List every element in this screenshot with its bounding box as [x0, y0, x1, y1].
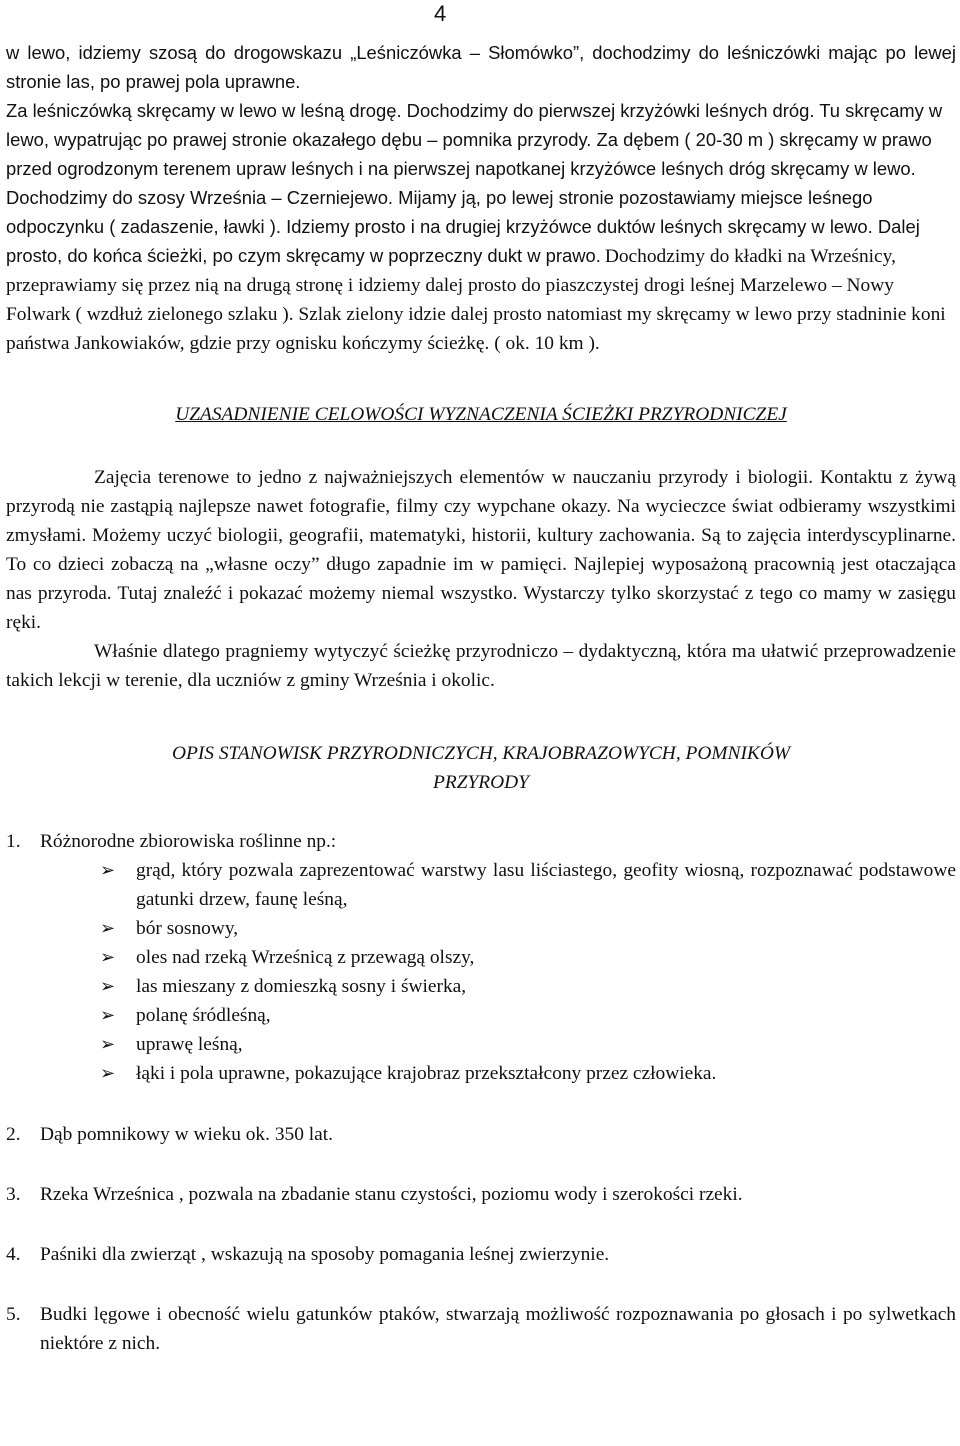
bullet-item — [6, 856, 956, 914]
list-item-text: Rzeka Wrześnica , pozwala na zbadanie stanu czystości, poziomu wody i szerokości rzeki. — [40, 1184, 743, 1205]
arrow-bullet-icon: ➢ — [100, 1005, 116, 1026]
list-item-text: Dąb pomnikowy w wieku ok. 350 lat. — [40, 1124, 333, 1145]
bullet-text: oles nad rzeką Wrześnicą z przewagą olszy, — [136, 947, 475, 968]
route-paragraph-1: w lewo, idziemy szosą do drogowskazu „Leśniczówka – Słomówko”, dochodzimy do leśniczówki mając po lewej stronie las, po prawej pola uprawne. — [6, 42, 956, 92]
arrow-bullet-icon: ➢ — [100, 976, 116, 997]
bullet-text: bór sosnowy, — [136, 918, 239, 939]
page-content — [6, 38, 956, 1358]
arrow-bullet-icon: ➢ — [100, 1034, 116, 1055]
list-item-4 — [6, 1240, 956, 1269]
list-item-text: Różnorodne zbiorowiska roślinne np.: — [40, 831, 337, 852]
bullet-item — [6, 943, 956, 972]
bullet-text: uprawę leśną, — [136, 1034, 243, 1055]
bullet-item — [6, 1001, 956, 1030]
route-paragraph-3: Dochodzimy do kładki na Wrześnicy, przeprawiamy się przez nią na drugą stronę i idziemy dalej prosto do piaszczystej drogi leśnej Marzelewo – Nowy Folwark ( wzdłuż zielonego szlaku ). Szlak zielony idzie dalej prosto natomiast my skręcamy w lewo przy stadninie koni państwa Jankowiaków, gdzie przy ognisku kończymy ścieżkę. ( ok. 10 km ). — [6, 246, 946, 354]
list-item-2 — [6, 1120, 956, 1149]
section-heading-justification: UZASADNIENIE CELOWOŚCI WYZNACZENIA ŚCIEŻKI PRZYRODNICZEJ — [175, 404, 787, 425]
bullet-text: polanę śródleśną, — [136, 1005, 271, 1026]
list-item-3 — [6, 1180, 956, 1209]
arrow-bullet-icon: ➢ — [100, 947, 116, 968]
bullet-item — [6, 1059, 956, 1088]
list-item-number: 2. — [6, 1124, 21, 1145]
bullet-text: las mieszany z domieszką sosny i świerka, — [136, 976, 467, 997]
list-item-1 — [6, 827, 956, 856]
list-item-number: 3. — [6, 1184, 21, 1205]
bullet-text: łąki i pola uprawne, pokazujące krajobraz przekształcony przez człowieka. — [136, 1063, 717, 1084]
plant-communities-list — [6, 856, 956, 1088]
page-number: 4 — [434, 1, 447, 26]
bullet-item — [6, 914, 956, 943]
list-item-5 — [6, 1300, 956, 1358]
list-item-text: Budki lęgowe i obecność wielu gatunków ptaków, stwarzają możliwość rozpoznawania po głosach i po sylwetkach niektóre z nich. — [40, 1304, 956, 1354]
arrow-bullet-icon: ➢ — [100, 1063, 116, 1084]
justification-paragraph-1: Zajęcia terenowe to jedno z najważniejszych elementów w nauczaniu przyrody i biologii. Kontaktu z żywą przyrodą nie zastąpią najlepsze nawet fotografie, filmy czy wypchane okazy. Na wycieczce świat odbieramy wszystkimi zmysłami. Możemy uczyć biologii, geografii, matematyki, historii, kultury zachowania. Są to zajęcia interdyscyplinarne. To co dzieci zobaczą na „własne oczy” długo zapadnie im w pamięci. Najlepiej wyposażoną pracownią jest otaczająca nas przyroda. Tutaj znaleźć i pokazać możemy niemal wszystko. Wystarczy tylko skorzystać z tego co mamy w zasięgu ręki. — [6, 467, 956, 633]
arrow-bullet-icon: ➢ — [100, 860, 116, 881]
section-heading-stations: OPIS STANOWISK PRZYRODNICZYCH, KRAJOBRAZOWYCH, POMNIKÓW PRZYRODY — [172, 743, 790, 793]
list-item-number: 1. — [6, 831, 21, 852]
list-item-number: 5. — [6, 1304, 21, 1325]
bullet-item — [6, 1030, 956, 1059]
list-item-text: Paśniki dla zwierząt , wskazują na sposoby pomagania leśnej zwierzynie. — [40, 1244, 610, 1265]
arrow-bullet-icon: ➢ — [100, 918, 116, 939]
bullet-item — [6, 972, 956, 1001]
justification-paragraph-2: Właśnie dlatego pragniemy wytyczyć ścieżkę przyrodniczo – dydaktyczną, która ma ułatwić przeprowadzenie takich lekcji w terenie, dla uczniów z gminy Września i okolic. — [6, 641, 956, 691]
bullet-text: grąd, który pozwala zaprezentować warstwy lasu liściastego, geofity wiosną, rozpoznawać podstawowe gatunki drzew, faunę leśną, — [136, 860, 956, 910]
route-paragraph-2: Za leśniczówką skręcamy w lewo w leśną drogę. Dochodzimy do pierwszej krzyżówki leśnych dróg. Tu skręcamy w lewo, wypatrując po prawej stronie okazałego dębu – pomnika przyrody. Za dębem ( 20-30 m ) skręcamy w prawo przed ogrodzonym terenem upraw leśnych i na pierwszej napotkanej krzyżówce leśnych dróg skręcamy w lewo. Dochodzimy do szosy Września – Czerniejewo. Mijamy ją, po lewej stronie pozostawiamy miejsce leśnego odpoczynku ( zadaszenie, ławki ). Idziemy prosto i na drugiej krzyżówce duktów leśnych skręcamy w lewo. Dalej prosto, do końca ścieżki, po czym skręcamy w poprzeczny dukt w prawo. — [6, 100, 943, 266]
list-item-number: 4. — [6, 1244, 21, 1265]
